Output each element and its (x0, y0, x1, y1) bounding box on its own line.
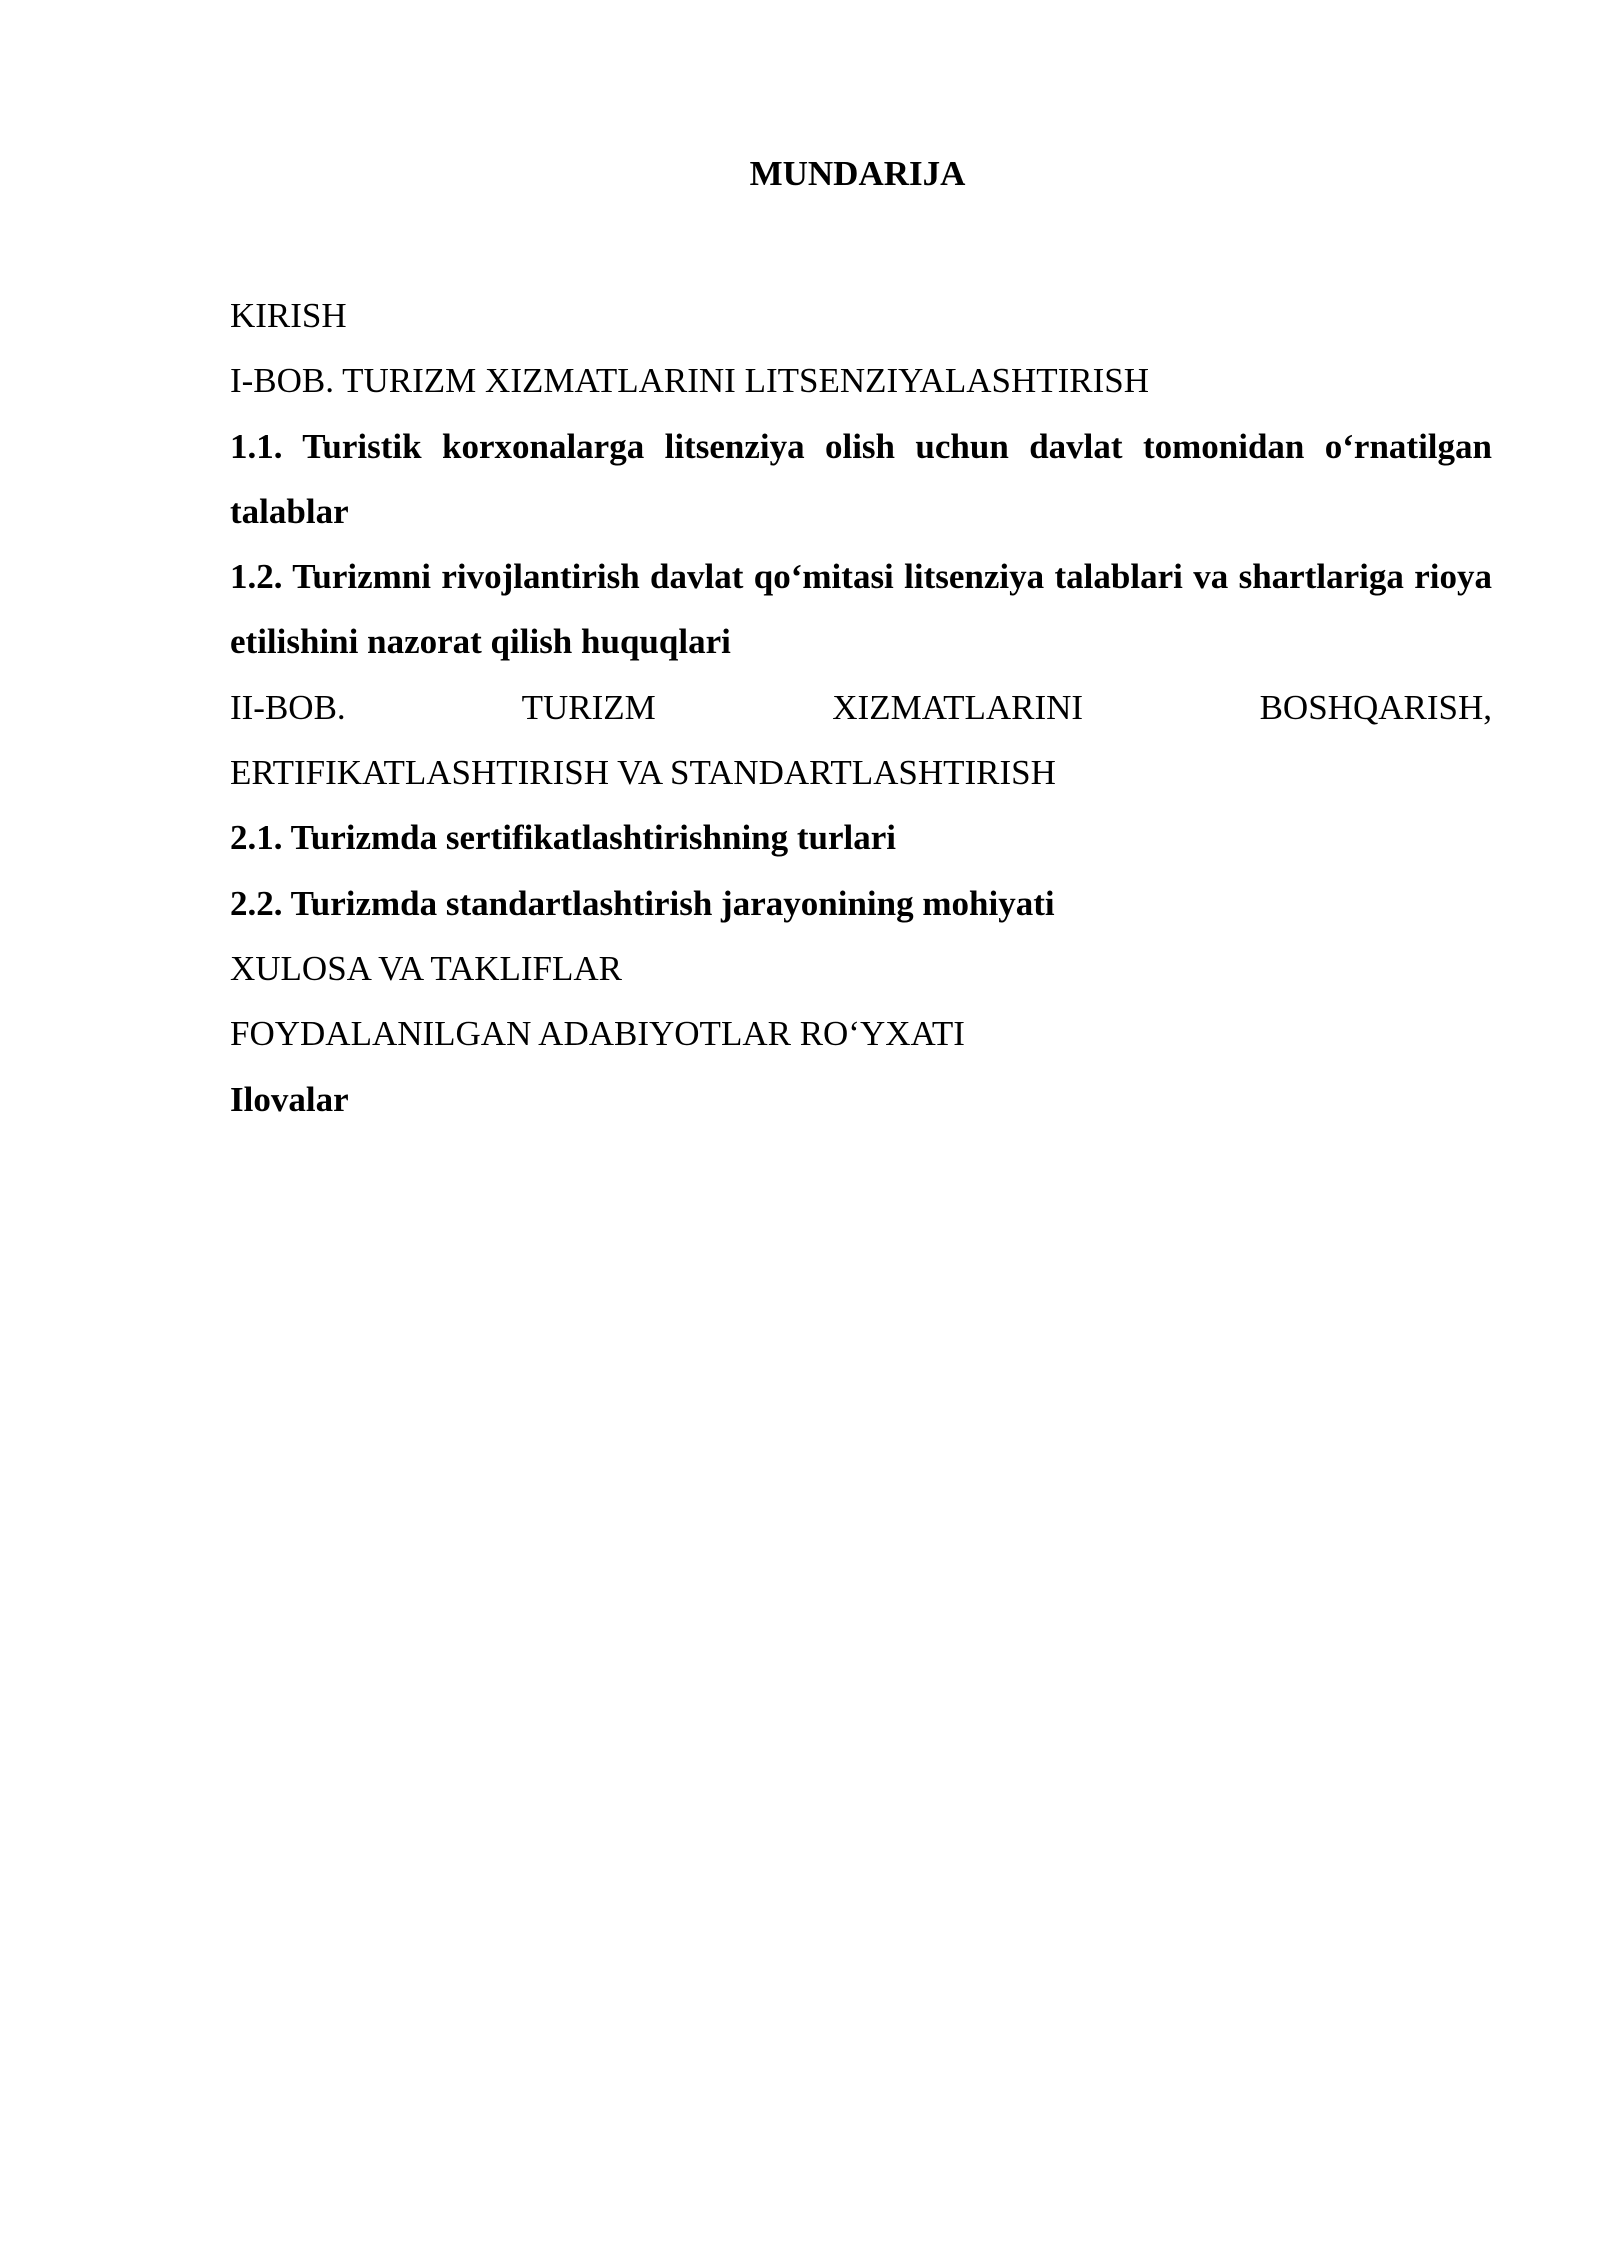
toc-entry-chapter-2-line-1: II-BOB. TURIZM XIZMATLARINI BOSHQARISH, (230, 687, 1492, 727)
toc-entry-introduction: KIRISH (230, 296, 347, 335)
toc-entry-chapter-1: I-BOB. TURIZM XIZMATLARINI LITSENZIYALASHTIRISH (230, 361, 1150, 401)
toc-entry-section-1-1: 1.1. Turistik korxonalarga litsenziya olish uchun davlat tomonidan o‘rnatilgan talablar (230, 426, 1492, 531)
toc-entry-chapter-2 (230, 675, 1492, 806)
toc-entry-conclusion: XULOSA VA TAKLIFLAR (230, 948, 622, 988)
table-of-contents (230, 283, 1492, 1132)
toc-entry-appendices: Ilovalar (230, 1079, 349, 1119)
toc-entry-chapter-2-line-2: ERTIFIKATLASHTIRISH VA STANDARTLASHTIRISH (230, 753, 1056, 793)
toc-entry-section-2-2: 2.2. Turizmda standartlashtirish jarayonining mohiyati (230, 883, 1055, 923)
toc-entry-references: FOYDALANILGAN ADABIYOTLAR RO‘YXATI (230, 1014, 965, 1054)
page-title: MUNDARIJA (749, 154, 966, 193)
toc-entry-section-1-2: 1.2. Turizmni rivojlantirish davlat qo‘mitasi litsenziya talablari va shartlariga rioya etilishini nazorat qilish huquqlari (230, 557, 1492, 662)
toc-entry-section-2-1: 2.1. Turizmda sertifikatlashtirishning turlari (230, 818, 897, 858)
